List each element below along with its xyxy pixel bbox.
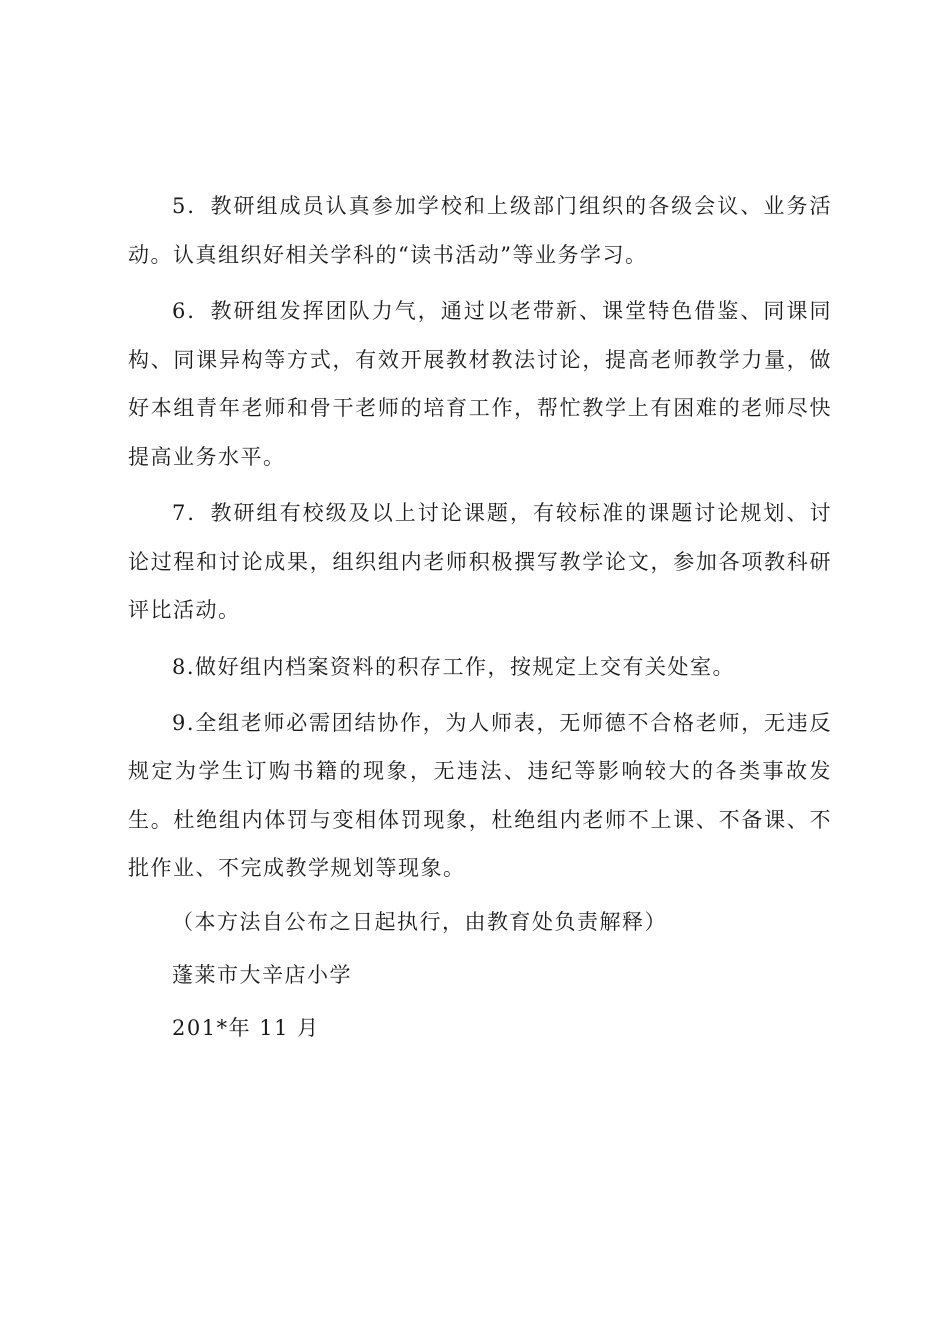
document-body [128, 182, 832, 1052]
school-name: 蓬莱市大辛店小学 [172, 962, 352, 987]
paragraph-item-9: 9.全组老师必需团结协作，为人师表，无师德不合格老师，无违反规定为学生订购书籍的现象，无违法、违纪等影响较大的各类事故发生。杜绝组内体罚与变相体罚现象，杜绝组内老师不上课、不备课、不批作业、不完成教学规划等现象。 [128, 710, 832, 880]
paragraph-item-7: 7．教研组有校级及以上讨论课题，有较标准的课题讨论规划、讨论过程和讨论成果，组织组内老师积极撰写教学论文，参加各项教科研评比活动。 [128, 501, 832, 622]
explanation-note: （本方法自公布之日起执行，由教育处负责解释） [172, 909, 667, 934]
paragraph-item-5: 5．教研组成员认真参加学校和上级部门组织的各级会议、业务活动。认真组织好相关学科的“读书活动”等业务学习。 [128, 194, 832, 267]
paragraph-item-8: 8.做好组内档案资料的积存工作，按规定上交有关处室。 [172, 654, 736, 679]
document-date: 201*年 11 月 [172, 1015, 320, 1040]
paragraph-item-6: 6．教研组发挥团队力气，通过以老带新、课堂特色借鉴、同课同构、同课异构等方式，有效开展教材教法讨论，提高老师教学力量，做好本组青年老师和骨干老师的培育工作，帮忙教学上有困难的老师尽快提高业务水平。 [128, 299, 832, 469]
